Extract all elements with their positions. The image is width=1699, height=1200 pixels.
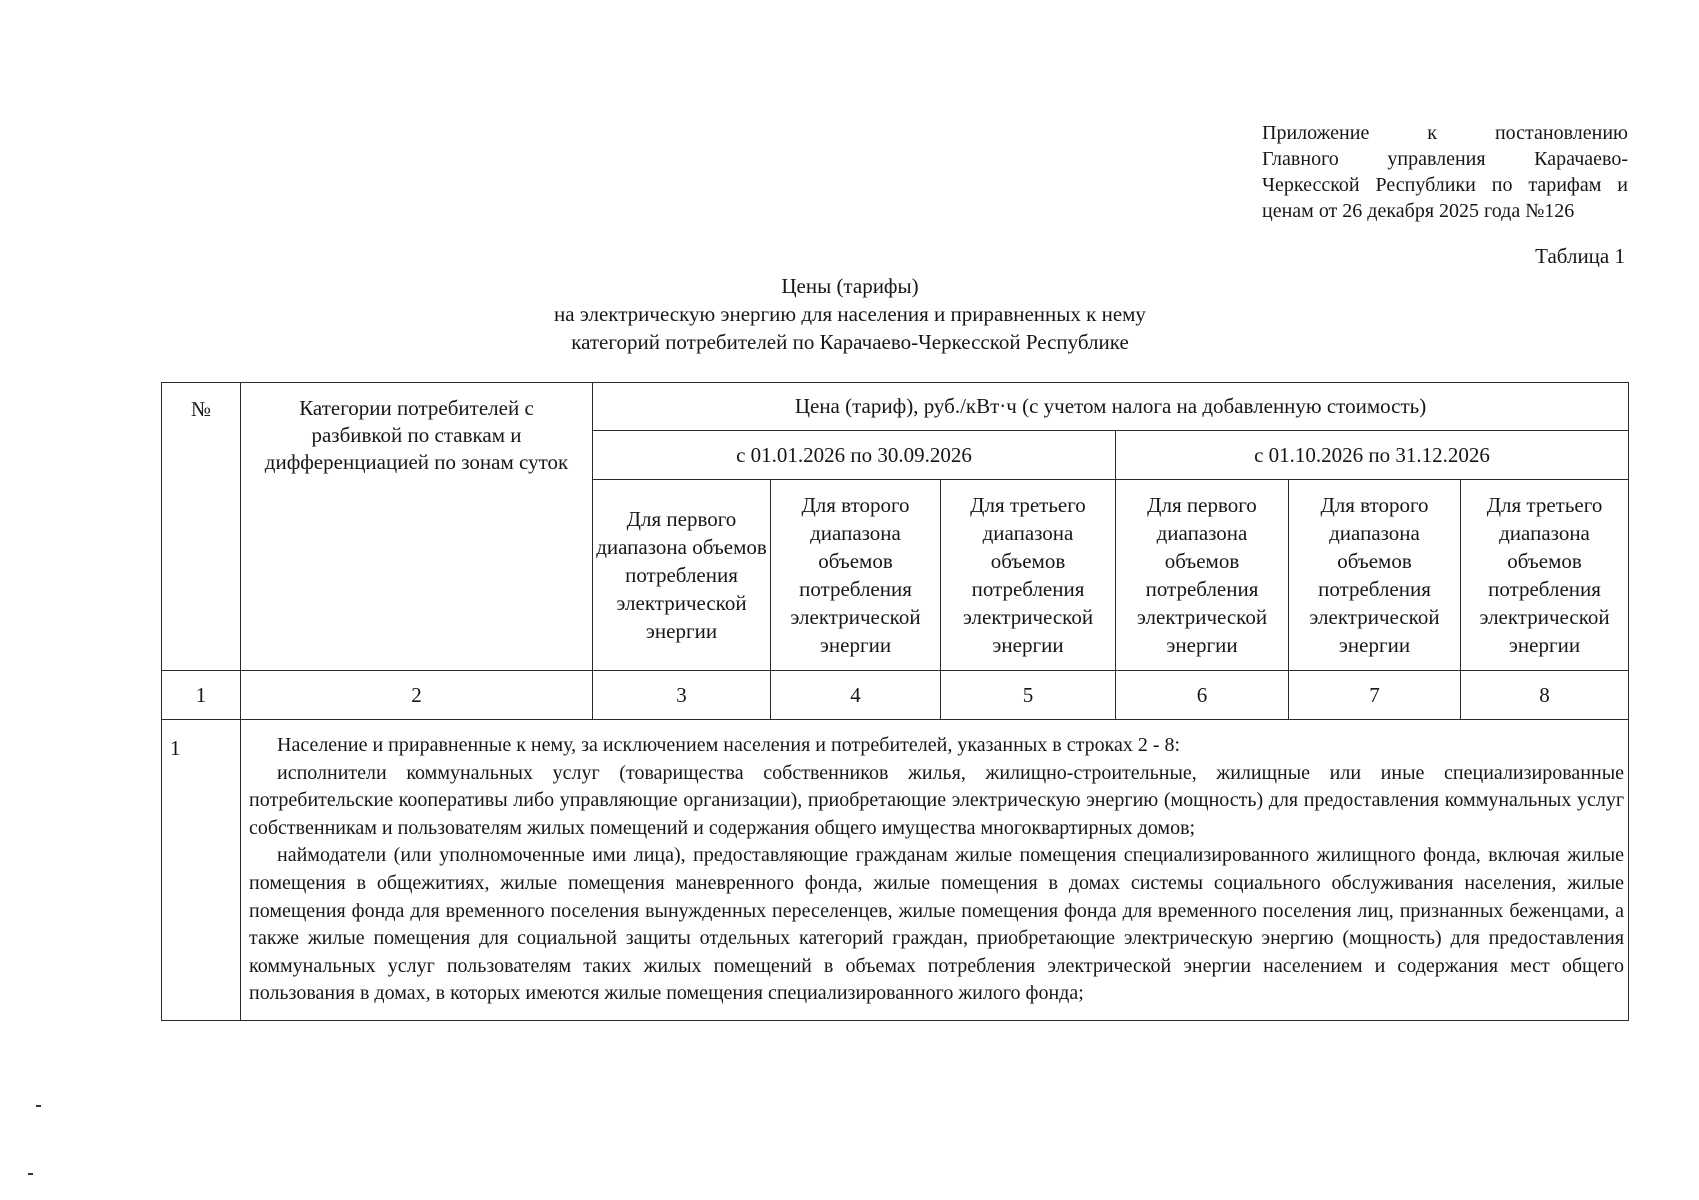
scan-mark bbox=[28, 1173, 33, 1175]
column-number: 2 bbox=[241, 671, 593, 720]
category-paragraph: Население и приравненные к нему, за исключением населения и потребителей, указанных в строках 2 - 8: bbox=[277, 734, 1181, 756]
column-number: 8 bbox=[1461, 671, 1629, 720]
appendix-line: Приложение к постановлению bbox=[1262, 122, 1628, 144]
appendix-line: Черкесской Республики по тарифам и bbox=[1262, 174, 1628, 196]
period-header: с 01.01.2026 по 30.09.2026 bbox=[593, 431, 1116, 480]
range-header: Для первого диапазона объемов потребления электрической энергии bbox=[593, 480, 771, 671]
column-number: 6 bbox=[1116, 671, 1289, 720]
scan-mark bbox=[36, 1105, 41, 1107]
tariff-table bbox=[161, 382, 1629, 1021]
column-number: 4 bbox=[771, 671, 941, 720]
appendix-line: Главного управления Карачаево- bbox=[1262, 148, 1628, 170]
appendix-note bbox=[1262, 120, 1628, 224]
column-number: 7 bbox=[1289, 671, 1461, 720]
appendix-line: ценам от 26 декабря 2025 года №126 bbox=[1262, 200, 1575, 222]
col-no-header: № bbox=[162, 383, 241, 671]
column-number-row bbox=[162, 671, 1629, 720]
range-header: Для первого диапазона объемов потребления электрической энергии bbox=[1116, 480, 1289, 671]
category-paragraph: исполнители коммунальных услуг (товарищества собственников жилья, жилищно-строительные, жилищные или иные специализированные потребительские кооперативы либо управляющие организации), приобретающие электрическую энергию (мощность) для предоставления коммунальных услуг собственникам и пользователям жилых помещений и содержания общего имущества многоквартирных домов; bbox=[249, 761, 1625, 839]
range-header: Для третьего диапазона объемов потребления электрической энергии bbox=[1461, 480, 1629, 671]
price-header: Цена (тариф), руб./кВт·ч (с учетом налога на добавленную стоимость) bbox=[593, 383, 1629, 431]
period-header: с 01.10.2026 по 31.12.2026 bbox=[1116, 431, 1629, 480]
col-category-header: Категории потребителей с разбивкой по ставкам и дифференциацией по зонам суток bbox=[241, 383, 593, 671]
row-number: 1 bbox=[162, 720, 241, 1021]
range-header: Для третьего диапазона объемов потребления электрической энергии bbox=[941, 480, 1116, 671]
title-line: на электрическую энергию для населения и приравненных к нему bbox=[554, 302, 1146, 326]
range-header: Для второго диапазона объемов потребления электрической энергии bbox=[1289, 480, 1461, 671]
category-paragraph: наймодатели (или уполномоченные ими лица), предоставляющие гражданам жилые помещения специализированного жилищного фонда, включая жилые помещения в общежитиях, жилые помещения маневренного фонда, жилые помещения в домах системы социального обслуживания населения, жилые помещения фонда для временного поселения вынужденных переселенцев, жилые помещения фонда для временного поселения лиц, признанных беженцами, а также жилые помещения для социальной защиты отдельных категорий граждан, приобретающие электрическую энергию (мощность) для предоставления коммунальных услуг пользователям таких жилых помещений в объемах потребления электрической энергии населением и содержания мест общего пользования в домах, в которых имеются жилые помещения специализированного жилого фонда; bbox=[249, 844, 1625, 1005]
range-header: Для второго диапазона объемов потребления электрической энергии bbox=[771, 480, 941, 671]
row-category-text bbox=[241, 720, 1629, 1021]
table-label: Таблица 1 bbox=[1535, 244, 1625, 268]
table-row bbox=[162, 720, 1629, 1021]
column-number: 5 bbox=[941, 671, 1116, 720]
title-line: Цены (тарифы) bbox=[781, 274, 919, 298]
title-line: категорий потребителей по Карачаево-Черкесской Республике bbox=[571, 330, 1129, 354]
column-number: 3 bbox=[593, 671, 771, 720]
column-number: 1 bbox=[162, 671, 241, 720]
document-title bbox=[330, 272, 1370, 356]
header-row bbox=[162, 383, 1629, 431]
